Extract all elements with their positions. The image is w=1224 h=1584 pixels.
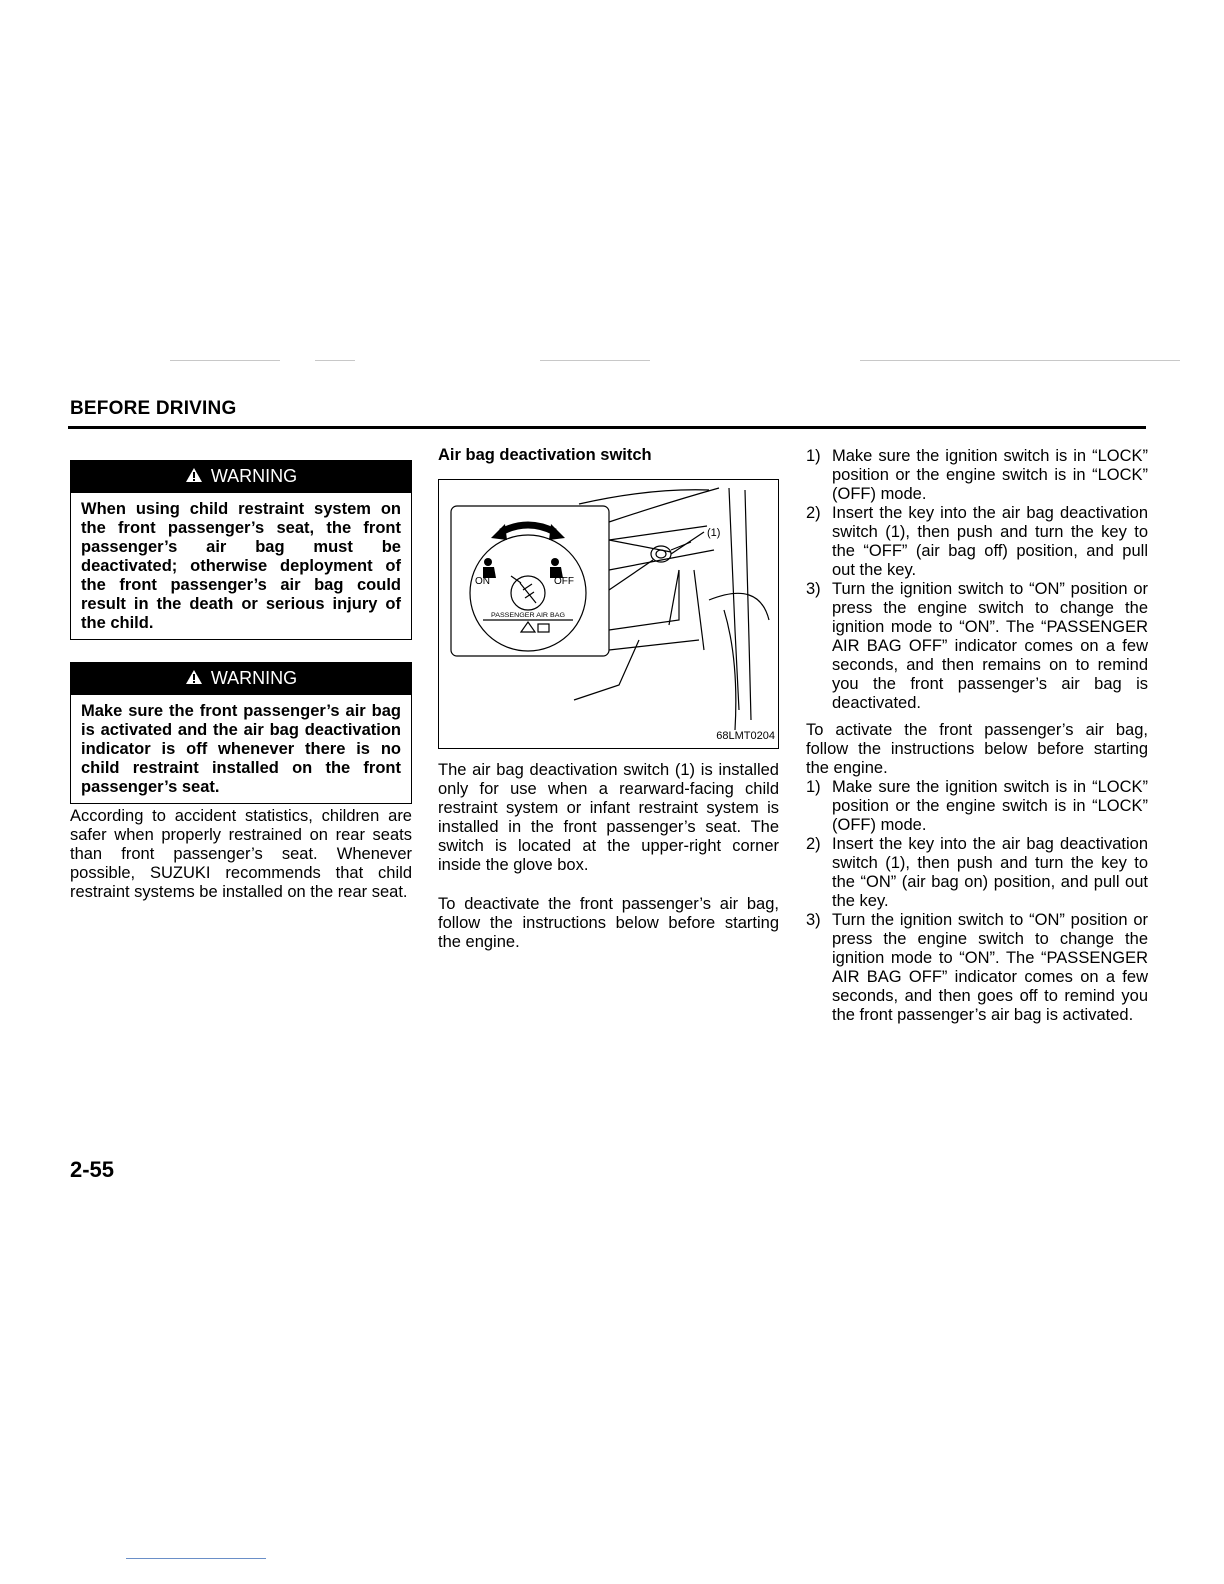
step-number: 2) xyxy=(806,504,821,522)
scan-artifact-line xyxy=(860,360,1180,361)
activate-steps xyxy=(806,778,1148,1025)
list-item xyxy=(806,778,1148,835)
warning-title: WARNING xyxy=(210,668,298,688)
step-text: Turn the ignition switch to “ON” position or press the engine switch to change the ignition mode to “ON”. The “PASSENGER AIR BAG OFF” indicator comes on a few seconds, and then remains on to remind you the front passenger’s air bag is deactivated. xyxy=(832,580,1148,712)
list-item xyxy=(806,835,1148,911)
middle-column xyxy=(438,446,779,952)
warning-title: WARNING xyxy=(210,466,298,486)
switch-off-label: OFF xyxy=(554,576,574,587)
bottom-rule xyxy=(126,1558,266,1559)
step-text: Insert the key into the air bag deactivation switch (1), then push and turn the key to the “OFF” (air bag off) position, and pull out the key. xyxy=(832,504,1148,579)
list-item xyxy=(806,447,1148,504)
switch-figure xyxy=(438,479,779,749)
warning-box-2 xyxy=(70,662,412,804)
warning-triangle-icon xyxy=(185,669,203,689)
switch-on-label: ON xyxy=(475,576,490,587)
step-text: Insert the key into the air bag deactivation switch (1), then push and turn the key to the “ON” (air bag on) position, and pull out the key. xyxy=(832,835,1148,910)
step-number: 3) xyxy=(806,911,821,929)
glove-box-illustration xyxy=(439,480,778,748)
step-text: Make sure the ignition switch is in “LOCK” position or the engine switch is in “LOCK” (OFF) mode. xyxy=(832,778,1148,834)
step-number: 1) xyxy=(806,778,821,796)
subsection-title: Air bag deactivation switch xyxy=(438,446,652,464)
list-item xyxy=(806,911,1148,1025)
deactivate-steps xyxy=(806,447,1148,713)
warning-text: When using child restraint system on the front passenger’s seat, the front passenger’s air bag must be deactivated; otherwise deployment of the front passenger’s air bag could result in the death or serious injury of the child. xyxy=(81,500,401,632)
switch-description: The air bag deactivation switch (1) is installed only for use when a rearward-facing child restraint system or infant restraint system is installed in the front passenger’s seat. The switch is located at the upper-right corner inside the glove box. xyxy=(438,761,779,874)
step-number: 1) xyxy=(806,447,821,465)
accident-statistics-paragraph: According to accident statistics, children are safer when properly restrained on rear seats than front passenger’s seat. Whenever possible, SUZUKI recommends that child restraint systems be installed on the rear seat. xyxy=(70,807,412,901)
scan-artifact-line xyxy=(170,360,280,361)
activate-intro: To activate the front passenger’s air bag, follow the instructions below before starting the engine. xyxy=(806,721,1148,777)
page-number: 2-55 xyxy=(70,1157,115,1182)
scan-artifact-line xyxy=(540,360,650,361)
right-column xyxy=(806,447,1148,1025)
scan-artifact-line xyxy=(315,360,355,361)
section-title: BEFORE DRIVING xyxy=(70,398,237,419)
list-item xyxy=(806,580,1148,713)
step-text: Make sure the ignition switch is in “LOCK” position or the engine switch is in “LOCK” (OFF) mode. xyxy=(832,447,1148,503)
warning-triangle-icon xyxy=(185,467,203,487)
list-item xyxy=(806,504,1148,580)
paragraph-gap xyxy=(438,875,779,895)
figure-code: 68LMT0204 xyxy=(716,730,775,742)
switch-panel-label: PASSENGER AIR BAG xyxy=(491,613,566,619)
step-number: 2) xyxy=(806,835,821,853)
callout-label: (1) xyxy=(707,527,721,539)
deactivate-intro: To deactivate the front passenger’s air bag, follow the instructions below before starting the engine. xyxy=(438,895,779,951)
title-rule xyxy=(68,426,1146,429)
step-text: Turn the ignition switch to “ON” position or press the engine switch to change the ignition mode to “ON”. The “PASSENGER AIR BAG OFF” indicator comes on a few seconds, and then goes off to remind you the front passenger’s air bag is activated. xyxy=(832,911,1148,1024)
left-column xyxy=(70,460,412,902)
warning-box-1 xyxy=(70,460,412,640)
warning-header xyxy=(71,461,411,493)
warning-text: Make sure the front passenger’s air bag is activated and the air bag deactivation indicator is off whenever there is no child restraint installed on the front passenger’s seat. xyxy=(81,702,401,796)
step-number: 3) xyxy=(806,580,821,598)
warning-header xyxy=(71,663,411,695)
